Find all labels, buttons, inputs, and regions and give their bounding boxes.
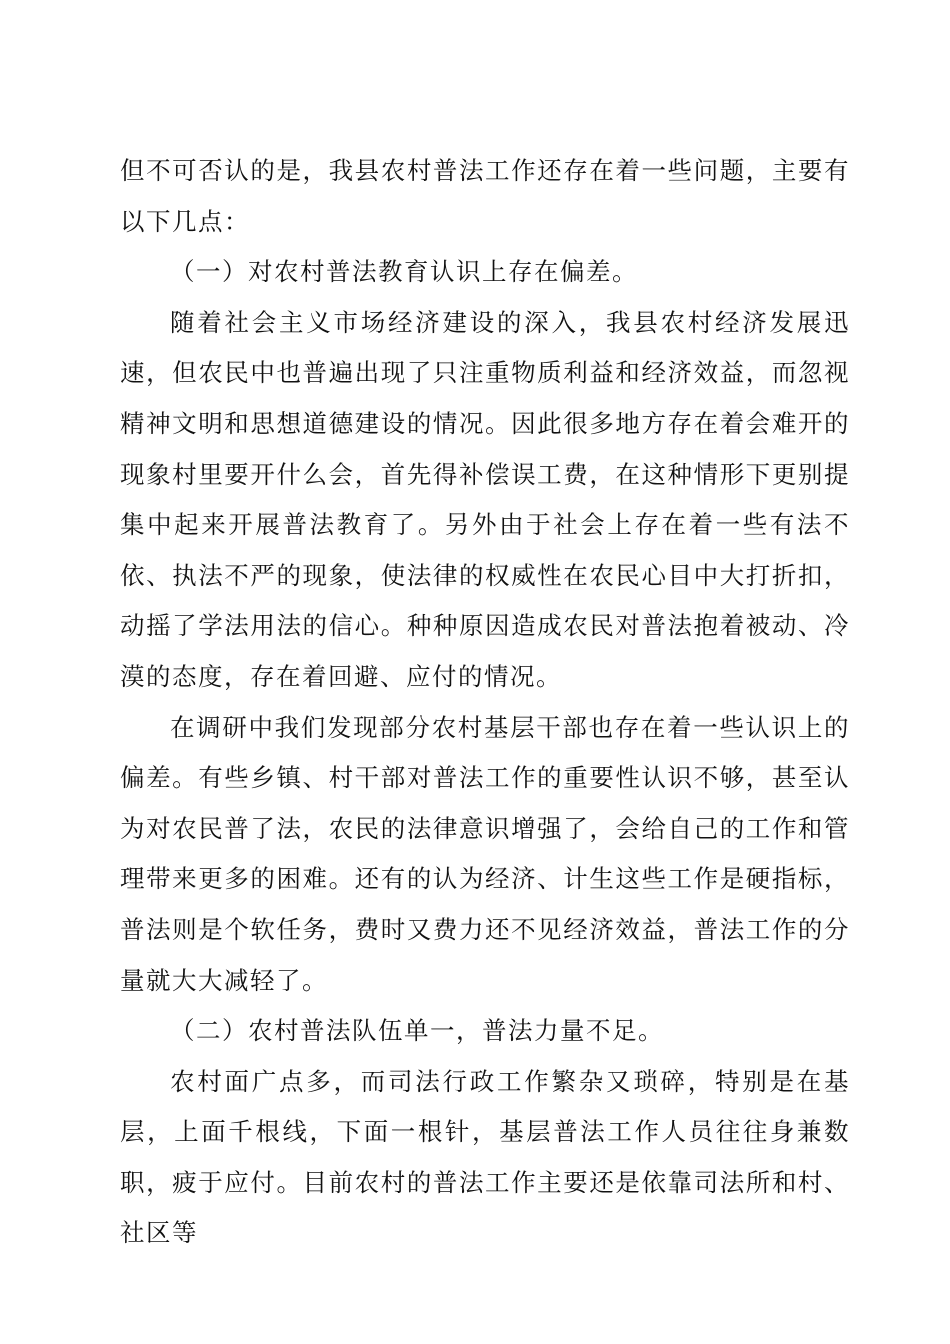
body-paragraph: 随着社会主义市场经济建设的深入，我县农村经济发展迅速，但农民中也普遍出现了只注重物质利益和经济效益，而忽视精神文明和思想道德建设的情况。因此很多地方存在着会难开的现象村里要开什么会，首先得补偿误工费，在这种情形下更别提集中起来开展普法教育了。另外由于社会上存在着一些有法不依、执法不严的现象，使法律的权威性在农民心目中大打折扣，动摇了学法用法的信心。种种原因造成农民对普法抱着被动、冷漠的态度，存在着回避、应付的情况。 — [120, 307, 850, 691]
body-paragraph: 在调研中我们发现部分农村基层干部也存在着一些认识上的偏差。有些乡镇、村干部对普法工作的重要性认识不够，甚至认为对农民普了法，农民的法律意识增强了，会给自己的工作和管理带来更多的困难。还有的认为经济、计生这些工作是硬指标，普法则是个软任务，费时又费力还不见经济效益，普法工作的分量就大大减轻了。 — [120, 712, 850, 995]
document-body — [120, 146, 850, 1259]
section-heading-1: （一）对农村普法教育认识上存在偏差。 — [170, 257, 638, 287]
body-paragraph: 农村面广点多，而司法行政工作繁杂又琐碎，特别是在基层，上面千根线，下面一根针，基层普法工作人员往往身兼数职，疲于应付。目前农村的普法工作主要还是依靠司法所和村、社区等 — [120, 1066, 850, 1248]
intro-paragraph: 但不可否认的是，我县农村普法工作还存在着一些问题，主要有以下几点： — [120, 156, 850, 236]
section-heading-2: （二）农村普法队伍单一，普法力量不足。 — [170, 1016, 664, 1046]
